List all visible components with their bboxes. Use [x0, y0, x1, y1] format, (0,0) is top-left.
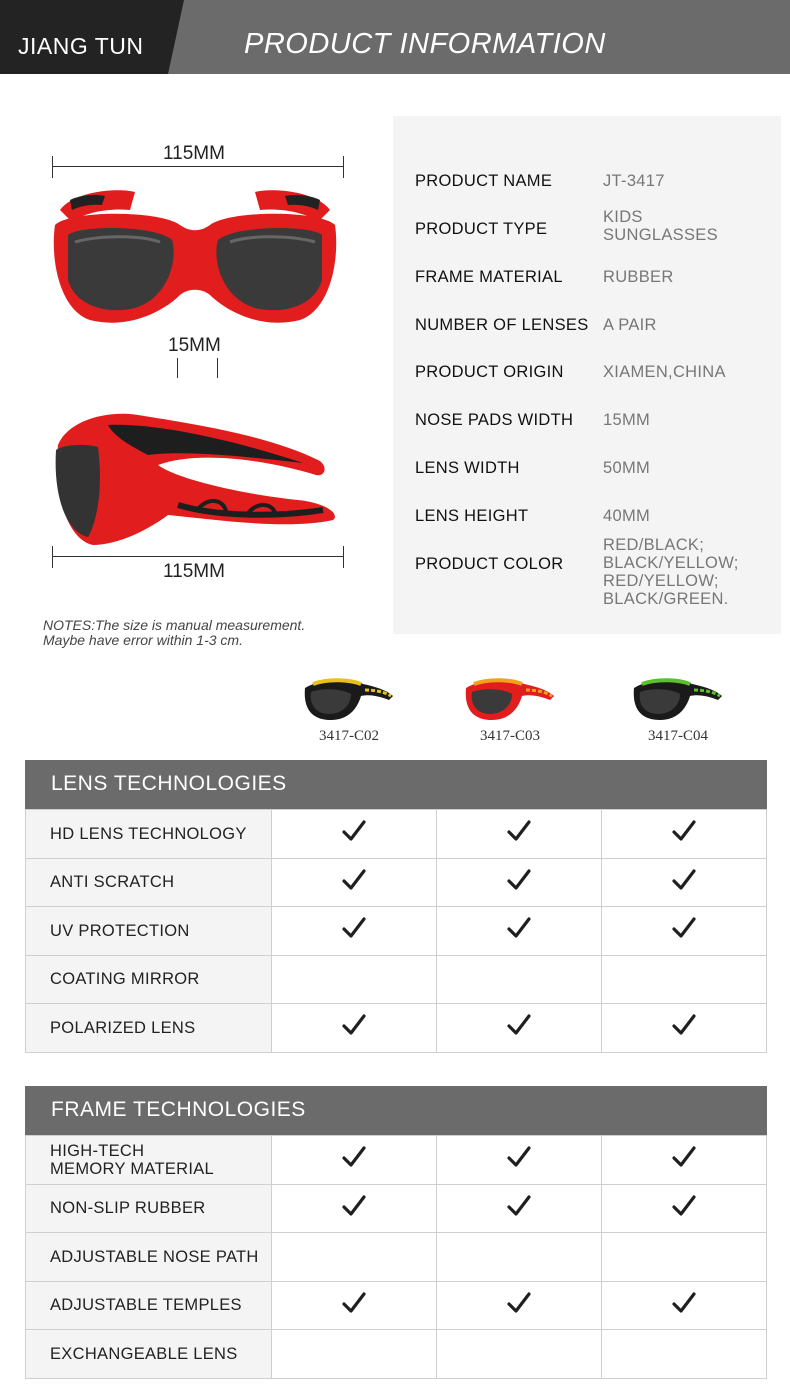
- checkmark-icon: [671, 818, 697, 844]
- checkmark-icon: [506, 1193, 532, 1219]
- info-value: RED/BLACK; BLACK/YELLOW; RED/YELLOW; BLACK/GREEN.: [603, 536, 739, 608]
- front-width-label: 115MM: [163, 143, 225, 164]
- feature-label: UV PROTECTION: [26, 907, 272, 956]
- measurement-notes: [43, 618, 305, 648]
- front-width-tick-right: [343, 156, 344, 178]
- variant-code: 3417-C04: [648, 728, 708, 744]
- checkmark-icon: [506, 1144, 532, 1170]
- feature-cell: [602, 1233, 767, 1282]
- feature-cell: [602, 1004, 767, 1053]
- feature-cell: [272, 907, 437, 956]
- info-label: NUMBER OF LENSES: [415, 316, 589, 334]
- feature-label: ANTI SCRATCH: [26, 858, 272, 907]
- feature-label: HIGH-TECH MEMORY MATERIAL: [26, 1136, 272, 1185]
- info-label: PRODUCT TYPE: [415, 220, 548, 238]
- side-length-tick-right: [343, 546, 344, 568]
- info-label: LENS HEIGHT: [415, 507, 529, 525]
- front-width-line: [52, 166, 344, 167]
- feature-cell: [602, 858, 767, 907]
- frame-technologies-table: [25, 1135, 767, 1379]
- info-label: NOSE PADS WIDTH: [415, 411, 574, 429]
- lens-technologies-header: LENS TECHNOLOGIES: [25, 760, 767, 810]
- product-info-panel: [393, 116, 781, 634]
- variant-glasses-image: [630, 676, 726, 724]
- notes-line-2: Maybe have error within 1-3 cm.: [43, 632, 243, 648]
- feature-label: ADJUSTABLE TEMPLES: [26, 1281, 272, 1330]
- table-row: [26, 1184, 767, 1233]
- feature-cell: [272, 1233, 437, 1282]
- variant-code: 3417-C02: [319, 728, 379, 744]
- feature-cell: [437, 1136, 602, 1185]
- feature-cell: [437, 1004, 602, 1053]
- checkmark-icon: [671, 1012, 697, 1038]
- checkmark-icon: [671, 1144, 697, 1170]
- frame-technologies-header: FRAME TECHNOLOGIES: [25, 1086, 767, 1136]
- variant-glasses-image: [301, 676, 397, 724]
- feature-cell: [602, 1330, 767, 1379]
- info-label: PRODUCT NAME: [415, 172, 553, 190]
- info-value: 40MM: [603, 507, 651, 525]
- front-view-glasses-image: [50, 180, 340, 330]
- variant-item[interactable]: [289, 676, 409, 745]
- front-width-tick-left: [52, 156, 53, 178]
- lens-technologies-table: [25, 809, 767, 1053]
- checkmark-icon: [506, 1290, 532, 1316]
- checkmark-icon: [506, 1012, 532, 1038]
- side-length-line: [52, 556, 344, 557]
- checkmark-icon: [671, 915, 697, 941]
- feature-cell: [272, 955, 437, 1004]
- bridge-width-label: 15MM: [168, 335, 221, 356]
- checkmark-icon: [341, 867, 367, 893]
- feature-label: NON-SLIP RUBBER: [26, 1184, 272, 1233]
- feature-cell: [272, 1136, 437, 1185]
- feature-label: COATING MIRROR: [26, 955, 272, 1004]
- checkmark-icon: [671, 1290, 697, 1316]
- table-row: [26, 1004, 767, 1053]
- feature-cell: [437, 1184, 602, 1233]
- table-row: [26, 955, 767, 1004]
- table-row: [26, 907, 767, 956]
- checkmark-icon: [671, 867, 697, 893]
- feature-cell: [272, 1281, 437, 1330]
- feature-label: HD LENS TECHNOLOGY: [26, 810, 272, 859]
- feature-cell: [437, 1233, 602, 1282]
- info-value: 50MM: [603, 459, 651, 477]
- checkmark-icon: [506, 915, 532, 941]
- feature-cell: [272, 1184, 437, 1233]
- feature-cell: [272, 810, 437, 859]
- notes-line-1: NOTES:The size is manual measurement.: [43, 617, 306, 633]
- feature-cell: [602, 1136, 767, 1185]
- info-value: RUBBER: [603, 268, 674, 286]
- side-view-glasses-image: [48, 405, 343, 550]
- checkmark-icon: [341, 1012, 367, 1038]
- variant-item[interactable]: [618, 676, 738, 745]
- feature-label: EXCHANGEABLE LENS: [26, 1330, 272, 1379]
- variant-code: 3417-C03: [480, 728, 540, 744]
- bridge-tick-right: [217, 358, 218, 378]
- feature-cell: [437, 907, 602, 956]
- feature-cell: [602, 1184, 767, 1233]
- checkmark-icon: [341, 915, 367, 941]
- info-value: A PAIR: [603, 316, 657, 334]
- checkmark-icon: [341, 1290, 367, 1316]
- feature-cell: [602, 810, 767, 859]
- feature-label: ADJUSTABLE NOSE PATH: [26, 1233, 272, 1282]
- variant-glasses-image: [462, 676, 558, 724]
- feature-cell: [272, 1330, 437, 1379]
- feature-cell: [437, 1281, 602, 1330]
- feature-label: POLARIZED LENS: [26, 1004, 272, 1053]
- checkmark-icon: [341, 1193, 367, 1219]
- info-value: XIAMEN,CHINA: [603, 363, 726, 381]
- info-label: FRAME MATERIAL: [415, 268, 563, 286]
- bridge-tick-left: [177, 358, 178, 378]
- variant-item[interactable]: [450, 676, 570, 745]
- info-value: 15MM: [603, 411, 651, 429]
- feature-cell: [602, 1281, 767, 1330]
- feature-cell: [437, 810, 602, 859]
- side-length-label: 115MM: [163, 561, 225, 582]
- table-row: [26, 1281, 767, 1330]
- side-length-tick-left: [52, 546, 53, 568]
- feature-cell: [437, 858, 602, 907]
- brand-name: JIANG TUN: [18, 33, 144, 59]
- checkmark-icon: [506, 867, 532, 893]
- table-row: [26, 810, 767, 859]
- info-value: KIDS SUNGLASSES: [603, 208, 718, 244]
- info-label: LENS WIDTH: [415, 459, 520, 477]
- feature-cell: [602, 907, 767, 956]
- table-row: [26, 1330, 767, 1379]
- checkmark-icon: [506, 818, 532, 844]
- info-label: PRODUCT COLOR: [415, 555, 564, 573]
- feature-cell: [272, 1004, 437, 1053]
- feature-cell: [272, 858, 437, 907]
- table-row: [26, 1136, 767, 1185]
- feature-cell: [437, 1330, 602, 1379]
- page-header: [0, 0, 790, 74]
- page-title: PRODUCT INFORMATION: [244, 28, 606, 60]
- feature-cell: [602, 955, 767, 1004]
- checkmark-icon: [341, 1144, 367, 1170]
- table-row: [26, 1233, 767, 1282]
- checkmark-icon: [341, 818, 367, 844]
- info-value: JT-3417: [603, 172, 665, 190]
- feature-cell: [437, 955, 602, 1004]
- info-label: PRODUCT ORIGIN: [415, 363, 564, 381]
- checkmark-icon: [671, 1193, 697, 1219]
- table-row: [26, 858, 767, 907]
